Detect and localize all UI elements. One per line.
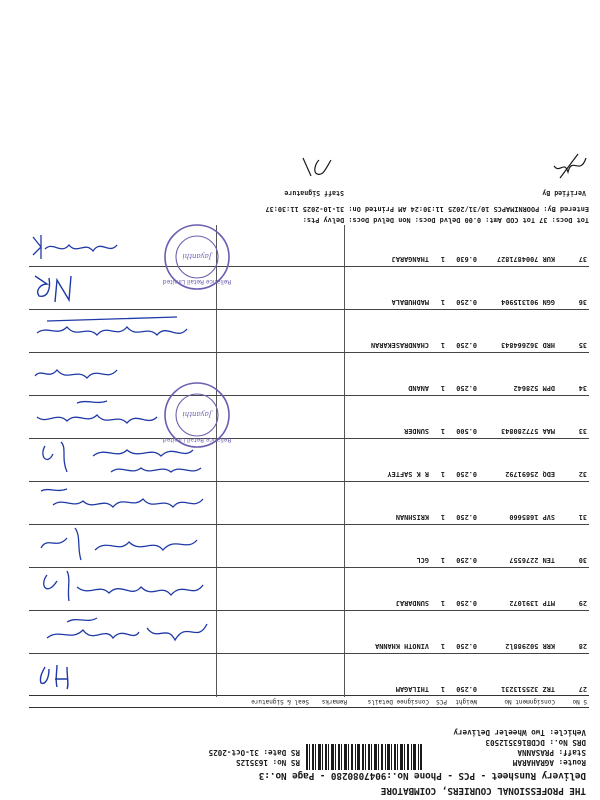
row-sno: 28 xyxy=(578,642,587,650)
row-weight: 0.250 xyxy=(456,599,477,607)
staff-signature-mark xyxy=(297,156,337,180)
row-pcs: 1 xyxy=(440,556,445,564)
table-row xyxy=(29,266,589,310)
row-pcs: 1 xyxy=(440,427,445,435)
vehicle-label: Vehicle: Two Wheeler Delivery xyxy=(453,728,586,737)
table-row xyxy=(29,524,589,568)
verified-by-label: Verified By xyxy=(542,189,586,197)
row-sno: 27 xyxy=(578,685,587,693)
row-consignee: R K SAFTEY xyxy=(387,470,429,478)
row-consignee: GCL xyxy=(416,556,429,564)
handwritten-signature xyxy=(29,654,217,697)
row-consignment: KRR 502988l2 xyxy=(505,642,555,650)
row-consignee: THANGARAJ xyxy=(391,255,429,263)
row-weight: 0.250 xyxy=(456,298,477,306)
row-weight: 0.250 xyxy=(456,685,477,693)
col-consignment: Consignment No xyxy=(504,698,555,705)
table-row xyxy=(29,610,589,654)
row-consignee: KRISHNAN xyxy=(395,513,429,521)
row-sno: 32 xyxy=(578,470,587,478)
col-pcs: PCS xyxy=(436,698,447,705)
handwritten-signature xyxy=(29,568,217,611)
row-weight: 0.250 xyxy=(456,642,477,650)
handwritten-signature xyxy=(29,525,217,568)
col-seal-signature: Seal & Signature xyxy=(251,698,309,705)
company-seal xyxy=(162,222,232,292)
row-sno: 33 xyxy=(578,427,587,435)
table-row xyxy=(29,224,589,267)
row-sno: 36 xyxy=(578,298,587,306)
runsheet-subtitle: Delivery Runsheet - PCS - Phone No.:9047080280 - Page No.:3 xyxy=(258,770,586,781)
row-consignment: TEN 2276557 xyxy=(509,556,555,564)
row-pcs: 1 xyxy=(440,384,445,392)
table-row xyxy=(29,352,589,396)
row-pcs: 1 xyxy=(440,513,445,521)
handwritten-signature xyxy=(29,310,217,353)
row-consignment: DPM 528642 xyxy=(513,384,555,392)
row-weight: 0.630 xyxy=(456,255,477,263)
row-consignee: MADHUBALA xyxy=(391,298,429,306)
row-consignment: GGN 901315904 xyxy=(501,298,555,306)
row-consignment: EDQ 25691792 xyxy=(505,470,555,478)
row-consignee: CHANDRASEKARAN xyxy=(370,341,429,349)
table-row xyxy=(29,567,589,611)
entered-by-line: Entered By: POORNIMAPCS 10/31/2025 11:30:24 AM Printed On: 31-10-2025 11:30:37 xyxy=(265,205,589,213)
table-row xyxy=(29,395,589,439)
row-weight: 0.250 xyxy=(456,384,477,392)
row-pcs: 1 xyxy=(440,255,445,263)
rs-number: RS No: 163512S xyxy=(235,758,300,767)
row-consignment: SVP 1685660 xyxy=(509,513,555,521)
handwritten-signature xyxy=(29,482,217,525)
col-remarks: Remarks xyxy=(321,698,347,705)
row-consignment: HRD 362664843 xyxy=(501,341,555,349)
row-pcs: 1 xyxy=(440,599,445,607)
row-sno: 37 xyxy=(578,255,587,263)
drs-number: DRS No.: DCDB16351250З xyxy=(485,738,586,747)
row-consignee: VINOTH KHANNA xyxy=(375,642,429,650)
row-sno: 30 xyxy=(578,556,587,564)
barcode xyxy=(306,744,422,770)
company-seal xyxy=(162,380,232,450)
row-sno: 29 xyxy=(578,599,587,607)
runsheet-table xyxy=(29,225,589,708)
seal-text: Reliance Retail Limited xyxy=(162,278,232,285)
table-row xyxy=(29,438,589,482)
staff-signature-label: Staff Signature xyxy=(284,189,344,197)
row-consignee: THILAGAM xyxy=(395,685,429,693)
row-weight: 0.250 xyxy=(456,341,477,349)
row-consignee: ANAND xyxy=(408,384,429,392)
table-row xyxy=(29,309,589,353)
table-row xyxy=(29,653,589,697)
row-consignee: SUNDER xyxy=(404,427,429,435)
row-pcs: 1 xyxy=(440,642,445,650)
seal-signature: Jayanthi xyxy=(182,252,212,260)
col-consignee: Consignee Details xyxy=(367,698,429,705)
totals-line: Tot Docs: 37 Tot COD Amt: 0.00 Delvd Docs: Non Delvd Docs: Delvy Pts: xyxy=(302,216,589,224)
verifier-signature xyxy=(550,152,590,182)
row-pcs: 1 xyxy=(440,685,445,693)
row-consignee: SUNDARAJ xyxy=(395,599,429,607)
row-weight: 0.250 xyxy=(456,556,477,564)
row-weight: 0.500 xyxy=(456,427,477,435)
row-consignment: MTP 1391072 xyxy=(509,599,555,607)
route-label: Route: AGRAHARAM xyxy=(512,758,586,767)
row-consignment: TRZ 325513231 xyxy=(501,685,555,693)
row-consignment: MAA 577280843 xyxy=(501,427,555,435)
row-weight: 0.250 xyxy=(456,470,477,478)
row-sno: 34 xyxy=(578,384,587,392)
row-consignment: KUR 7004871827 xyxy=(496,255,555,263)
seal-signature: Jayanthi xyxy=(182,410,212,418)
rs-date: RS Date: 31-Oct-2025 xyxy=(208,748,300,757)
staff-label: Staff: PRASANNA xyxy=(517,748,586,757)
col-weight: Weight xyxy=(455,698,477,705)
row-pcs: 1 xyxy=(440,470,445,478)
row-pcs: 1 xyxy=(440,341,445,349)
col-sno: S No xyxy=(572,698,587,705)
row-sno: 31 xyxy=(578,513,587,521)
handwritten-signature xyxy=(29,611,217,654)
row-pcs: 1 xyxy=(440,298,445,306)
company-title: THE PROFESSIONAL COURIERS, COIMBATORE xyxy=(380,785,586,796)
seal-text: Reliance Retail Limited xyxy=(162,436,232,443)
row-weight: 0.250 xyxy=(456,513,477,521)
row-sno: 35 xyxy=(578,341,587,349)
table-row xyxy=(29,481,589,525)
